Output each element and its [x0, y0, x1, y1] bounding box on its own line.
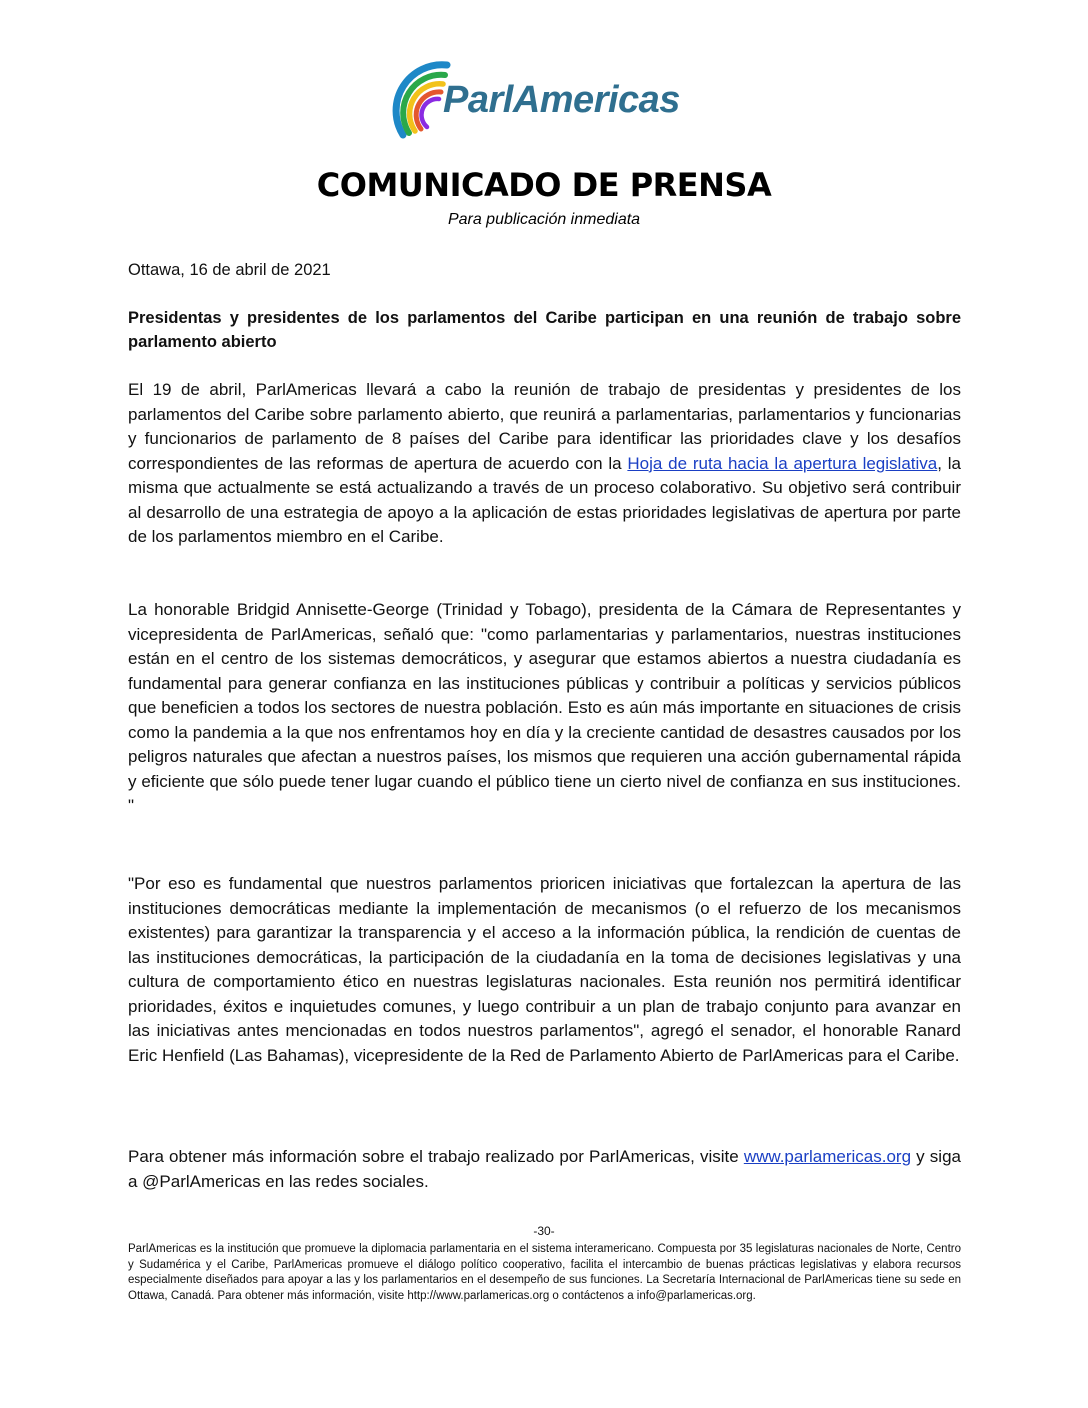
- headline: Presidentas y presidentes de los parlamentos del Caribe participan en una reunión de trabajo sobre parlamento abierto: [128, 309, 961, 351]
- page-number: -30-: [533, 1224, 555, 1238]
- paragraph-4-text-b: y siga a @ParlAmericas en las redes sociales.: [128, 1147, 961, 1191]
- logo-wordmark: ParlAmericas: [443, 79, 680, 121]
- paragraph-3: "Por eso es fundamental que nuestros parlamentos prioricen iniciativas que fortalezcan la apertura de las instituciones democráticas mediante la implementación de mecanismos (o el refuerzo de los mecanismos existentes) para garantizar la transparencia y el acceso a la información pública, la rendición de cuentas de las instituciones democráticas, la participación de la ciudadanía en la toma de decisiones legislativas y una cultura de comportamiento ético en nuestras legislaturas nacionales. Esta reunión nos permitirá identificar prioridades, éxitos e inquietudes comunes, y luego contribuir a un plan de trabajo conjunto para avanzar en las iniciativas antes mencionadas en todos nuestros parlamentos", agregó el senador, el honorable Ranard Eric Henfield (Las Bahamas), vicepresidente de la Red de Parlamento Abierto de ParlAmericas para el Caribe.: [128, 874, 961, 1065]
- paragraph-4-text-a: Para obtener más información sobre el trabajo realizado por ParlAmericas, visite: [128, 1147, 744, 1166]
- footer-boilerplate: ParlAmericas es la institución que promueve la diplomacia parlamentaria en el sistema interamericano. Compuesta por 35 legislaturas nacionales de Norte, Centro y Sudamérica y el Caribe, ParlAmericas promueve el diálogo político cooperativo, facilita el intercambio de buenas prácticas legislativas y elabora recursos especialmente diseñados para apoyar a las y los parlamentarios en el desempeño de sus funciones. La Secretaría Internacional de ParlAmericas tiene su sede en Ottawa, Canadá. Para obtener más información, visite http://www.parlamericas.org o contáctenos a info@parlamericas.org.: [128, 1243, 961, 1302]
- paragraph-1-text-b: , la misma que actualmente se está actualizando a través de un proceso colaborativo. Su objetivo será contribuir al desarrollo de una estrategia de apoyo a la aplicación de estas prioridades legislativas de apertura por parte de los parlamentos miembro en el Caribe.: [128, 453, 961, 546]
- page-subtitle: Para publicación inmediata: [447, 211, 641, 228]
- paragraph-1: [128, 378, 961, 550]
- roadmap-link[interactable]: Hoja de ruta hacia la apertura legislativa: [627, 453, 938, 473]
- paragraph-1-text-a: El 19 de abril, ParlAmericas llevará a cabo la reunión de trabajo de presidentas y presidentes de los parlamentos del Caribe sobre parlamento abierto, que reunirá a parlamentarias, parlamentarios y funcionarias y funcionarios de parlamento de 8 países del Caribe para identificar las prioridades clave y los desafíos correspondientes de las reformas de apertura de acuerdo con la: [128, 380, 961, 473]
- paragraph-4: [128, 1145, 961, 1194]
- website-link[interactable]: www.parlamericas.org: [743, 1147, 912, 1166]
- page-title: COMUNICADO DE PRENSA: [316, 166, 772, 204]
- release-date: Ottawa, 16 de abril de 2021: [128, 261, 331, 279]
- parlamericas-logo: [385, 57, 705, 147]
- paragraph-2: La honorable Bridgid Annisette-George (Trinidad y Tobago), presidenta de la Cámara de Representantes y vicepresidenta de ParlAmericas, señaló que: "como parlamentarias y parlamentarios, nuestras instituciones están en el centro de los sistemas democráticos, y asegurar que estamos abiertos a nuestra ciudadanía es fundamental para generar confianza en las instituciones públicas y contribuir a políticas y servicios públicos que beneficien a todos los sectores de nuestra población. Esto es aún más importante en situaciones de crisis como la pandemia a la que nos enfrentamos hoy en día y la creciente cantidad de desastres causados por los peligros naturales que afectan a nuestros países, los mismos que requieren una acción gubernamental rápida y eficiente que sólo puede tener lugar cuando el público tiene un cierto nivel de confianza en sus instituciones. ": [128, 600, 961, 815]
